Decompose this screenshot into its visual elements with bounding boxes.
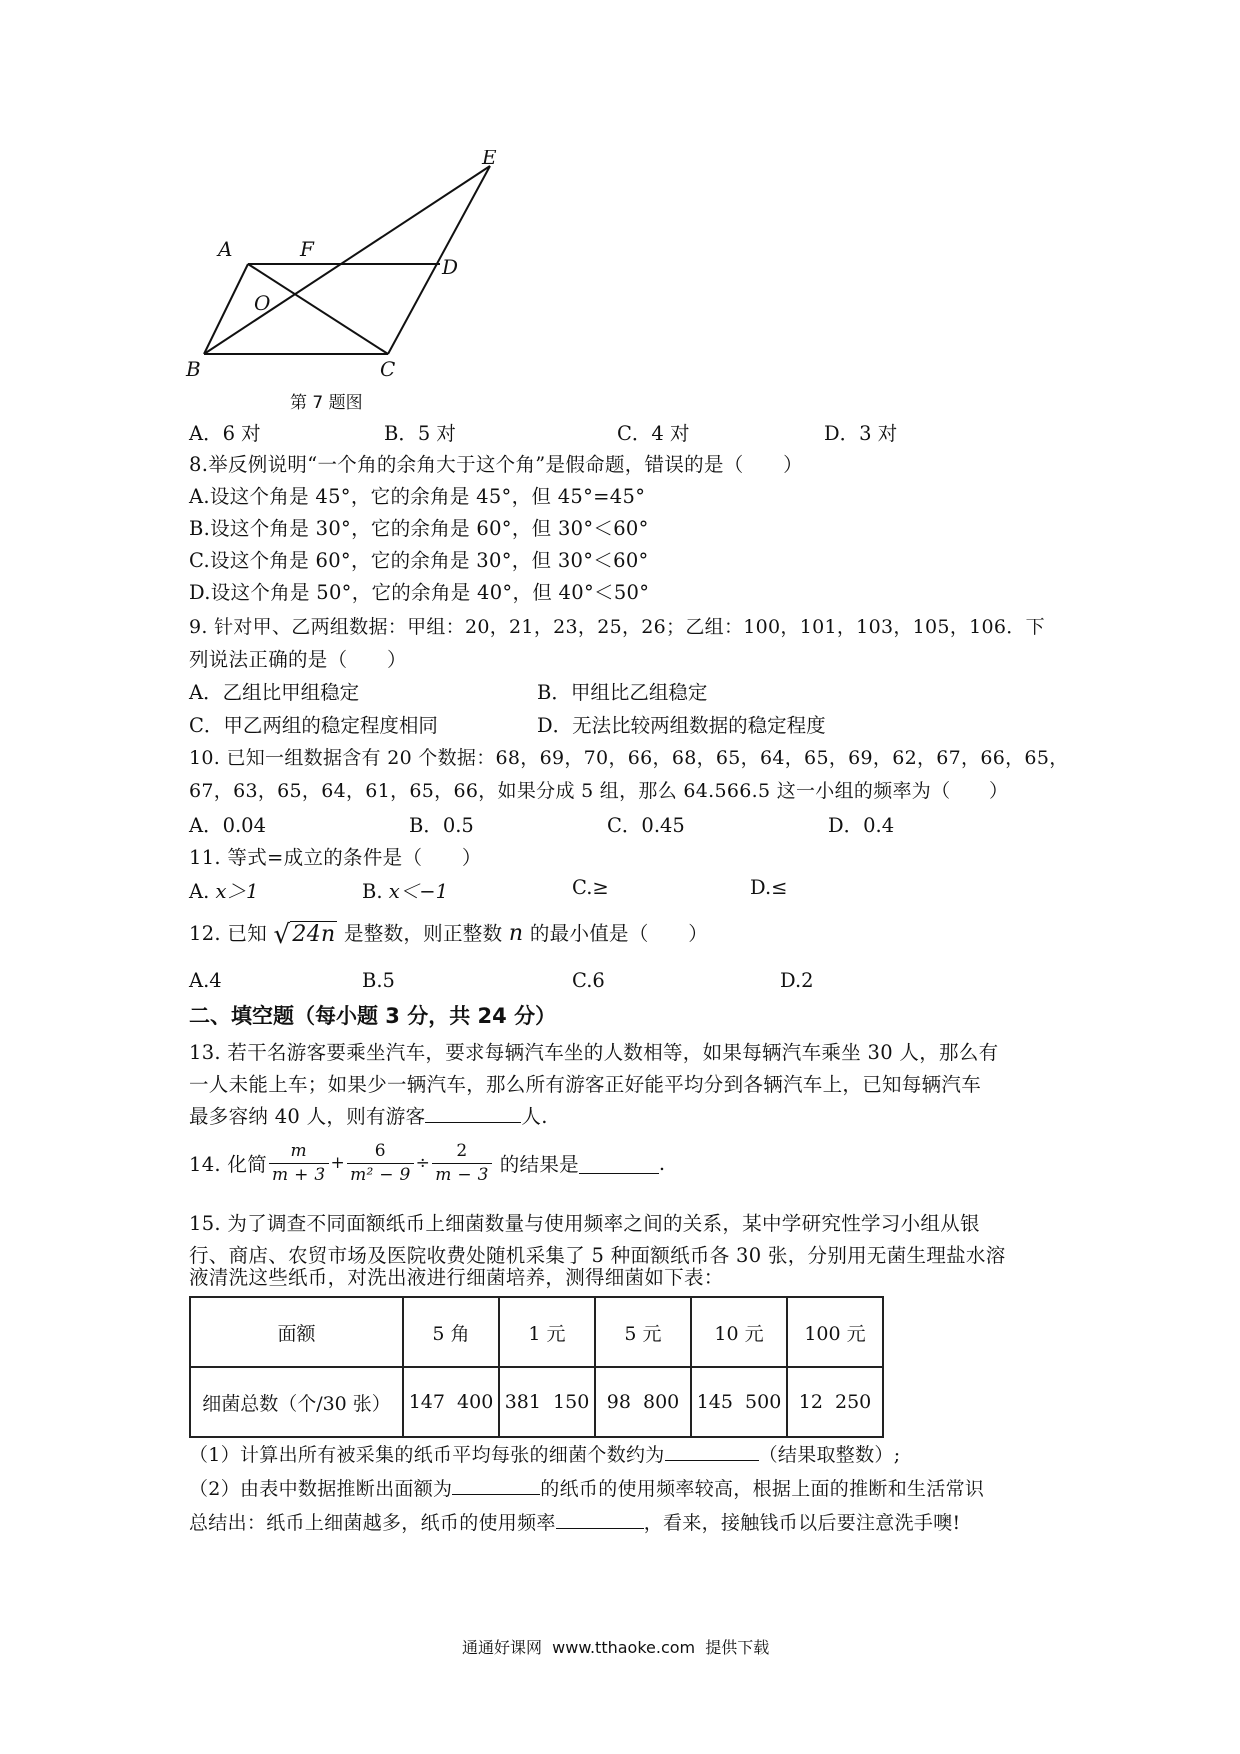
q11-option-b-math: x＜−1 [388,880,448,903]
q13-line-1: 13. 若干名游客要乘坐汽车，要求每辆汽车坐的人数相等，如果每辆汽车乘坐 30 人，那么有 [189,1041,999,1064]
geometry-figure [180,150,520,390]
q14-fraction-2 [347,1142,414,1184]
table-header-cell: 面额 [190,1297,403,1367]
point-label-d: D [442,255,459,279]
q11-stem: 11. 等式=成立的条件是（ ） [189,846,482,869]
q14-op-plus: + [330,1153,346,1173]
q8-option-c: C.设这个角是 60°，它的余角是 30°，但 30°＜60° [189,549,649,572]
q10-option-b: B．0.5 [409,814,474,837]
point-label-e: E [482,150,497,169]
q8-option-a: A.设这个角是 45°，它的余角是 45°，但 45°=45° [189,485,646,508]
q12-var: n [508,921,524,946]
q14-f3-numerator: 2 [456,1140,468,1161]
q10-option-c: C．0.45 [607,814,685,837]
q15-sub-2-post: 的纸币的使用频率较高，根据上面的推断和生活常识 [540,1478,985,1500]
q12-prefix: 12. 已知 [189,922,268,945]
q9-option-c: C．甲乙两组的稳定程度相同 [189,714,438,737]
q7-option-d: D．3 对 [824,422,898,445]
q15-sub-3 [189,1508,960,1535]
q13-answer-blank[interactable] [425,1102,521,1123]
point-label-f: F [300,237,314,261]
q10-line-2: 67，63，65，64，61，65，66，如果分成 5 组，那么 64.566.5 这一小组的频率为（ ） [189,780,1009,802]
q15-line-1: 15. 为了调查不同面额纸币上细菌数量与使用频率之间的关系，某中学研究性学习小组从银 [189,1212,980,1235]
q12-option-a: A.4 [189,969,222,992]
q11-option-d: D.≤ [750,876,788,899]
q14-f2-numerator: 6 [374,1140,386,1161]
table-cell: 147 400 [403,1367,499,1437]
section-2-title: 二、填空题（每小题 3 分，共 24 分） [189,1004,557,1028]
q9-option-b: B．甲组比乙组稳定 [537,681,708,704]
q12-suffix: 的最小值是（ ） [529,922,709,945]
q13-line-3-pre: 最多容纳 40 人，则有游客 [189,1105,426,1128]
q8-option-d: D.设这个角是 50°，它的余角是 40°，但 40°＜50° [189,581,650,604]
q12-radicand: 24n [292,922,336,948]
q14-expression: 14. 化简 $\frac{m}{m + 3}$ + $\frac{6}{\text{m² − 9}}$ ÷ $\frac{2}{m - 3}$ 的结果是 . [189,1140,666,1185]
q11-option-b [362,876,448,904]
q15-sub-1-blank[interactable] [665,1440,759,1461]
q13-line-2: 一人未能上车；如果少一辆汽车，那么所有游客正好能平均分到各辆汽车上，已知每辆汽车 [189,1073,982,1096]
q12-option-c: C.6 [572,969,605,992]
q15-sub-3-pre: 总结出：纸币上细菌越多，纸币的使用频率 [189,1512,556,1534]
table-header-cell: 5 角 [403,1297,499,1367]
table-cell: 12 250 [787,1367,883,1437]
table-header-cell: 100 元 [787,1297,883,1367]
q14-op-divide: ÷ [415,1153,431,1173]
q14-f1-denominator: m + 3 [269,1163,329,1185]
q11-option-a-label: A. [189,880,210,903]
q11-option-c: C.≥ [572,876,609,899]
q7-option-a: A．6 对 [189,422,261,445]
q12-middle: 是整数，则正整数 [343,922,503,945]
q9-line-1: 9. 针对甲、乙两组数据：甲组：20，21，23，25，26；乙组：100，101，103，105，106．下 [189,616,1045,638]
q15-line-2: 行、商店、农贸市场及医院收费处随机采集了 5 种面额纸币各 30 张，分别用无菌生理盐水溶 [189,1244,1006,1267]
table-header-cell: 5 元 [595,1297,691,1367]
q14-fraction-1 [269,1142,329,1184]
point-label-a: A [218,237,233,261]
q15-sub-2 [189,1474,984,1501]
q14-fraction-3 [432,1142,492,1184]
q15-sub-1 [189,1440,900,1467]
q13-line-3-post: 人. [521,1105,548,1128]
q9-option-d: D．无法比较两组数据的稳定程度 [537,714,826,737]
q11-option-a-math: x＞1 [215,880,259,903]
q9-option-a: A．乙组比甲组稳定 [189,681,360,704]
q12-stem [189,918,708,948]
point-label-b: B [186,357,201,381]
q14-answer-blank[interactable] [579,1153,659,1174]
bacteria-table [189,1296,884,1438]
segment-ce [388,166,490,354]
q14-f1-numerator: m [290,1140,307,1161]
q15-sub-1-post: （结果取整数）; [758,1444,901,1466]
q15-line-3: 液清洗这些纸币，对洗出液进行细菌培养，测得细菌如下表： [189,1266,724,1289]
page-footer: 通通好课网 www.tthaoke.com 提供下载 [462,1638,770,1657]
q10-line-1: 10. 已知一组数据含有 20 个数据：68，69，70，66，68，65，64，65，69，62，67，66，65， [189,747,1069,769]
q13-line-3 [189,1101,548,1129]
q10-option-d: D．0.4 [828,814,895,837]
q7-option-c: C．4 对 [617,422,690,445]
q8-stem: 8.举反例说明“一个角的余角大于这个角”是假命题，错误的是（ ） [189,453,803,476]
sqrt-radical-icon: √ [273,919,291,950]
q15-sub-2-blank[interactable] [452,1474,540,1495]
q15-sub-2-pre: （2）由表中数据推断出面额为 [189,1478,453,1500]
table-cell: 细菌总数（个/30 张） [190,1367,403,1437]
table-header-cell: 1 元 [499,1297,595,1367]
table-row [190,1367,883,1437]
q8-option-b: B.设这个角是 30°，它的余角是 60°，但 30°＜60° [189,517,649,540]
q14-f3-denominator: m − 3 [432,1163,492,1185]
q12-option-b: B.5 [362,969,395,992]
table-cell: 145 500 [691,1367,787,1437]
table-cell: 98 800 [595,1367,691,1437]
q12-option-d: D.2 [780,969,814,992]
figure-caption: 第 7 题图 [290,393,363,413]
q15-sub-3-post: ，看来，接触钱币以后要注意洗手噢! [643,1512,961,1534]
q11-option-a [189,876,258,904]
q7-option-b: B．5 对 [384,422,456,445]
table-row [190,1297,883,1367]
q14-f2-denominator: m² − 9 [347,1163,414,1185]
point-label-c: C [380,357,396,381]
table-header-cell: 10 元 [691,1297,787,1367]
point-label-o: O [254,291,271,315]
q15-sub-3-blank[interactable] [556,1508,644,1529]
q9-line-2: 列说法正确的是（ ） [189,648,407,671]
q14-prefix: 14. 化简 [189,1153,268,1176]
q11-option-b-label: B. [362,880,383,903]
table-cell: 381 150 [499,1367,595,1437]
q14-suffix: 的结果是 [499,1153,579,1176]
q12-sqrt-expression [273,919,338,950]
q15-sub-1-pre: （1）计算出所有被采集的纸币平均每张的细菌个数约为 [189,1444,665,1466]
q10-option-a: A．0.04 [189,814,267,837]
